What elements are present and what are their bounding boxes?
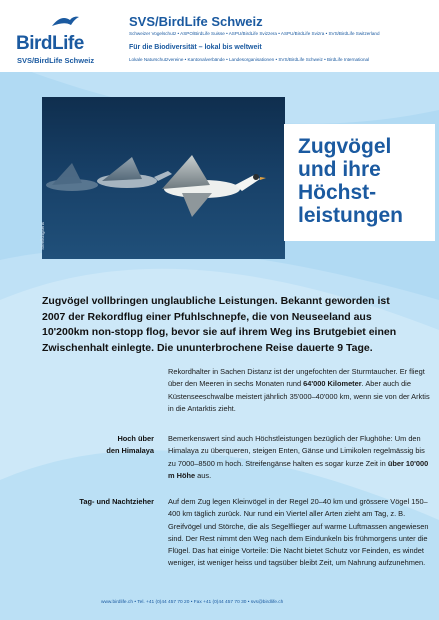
- title-line-1: Zugvögel: [298, 135, 392, 158]
- himalaya-heading: Hoch über den Himalaya: [106, 434, 154, 455]
- title-box: [284, 124, 435, 241]
- logo-name: BirdLife: [16, 33, 84, 54]
- org-title: SVS/BirdLife Schweiz: [129, 14, 263, 29]
- title-line-2: und ihre: [298, 158, 381, 181]
- himalaya-paragraph: Bemerkenswert sind auch Höchstleistungen bezüglich der Flughöhe: Um den Himalaya zu überqueren, steigen Enten, Gänse und Limikolen regelmässig bis zu 7000–8500 m hoch. Streifengänse halten es sogar kurze Zeit in über 10'000 m Höhe aus.: [168, 434, 429, 480]
- org-languages-line: Schweizer Vogelschutz • ASPO/BirdLife Suisse • ASPU/BirdLife Svizzera • ASPU/BirdLife Svizra • SVS/BirdLife Switzerland: [129, 31, 380, 36]
- flying-geese-illustration: [42, 97, 285, 259]
- bird-icon: [50, 14, 80, 32]
- photo-credit: Steelkingsens: [40, 221, 45, 250]
- altitude-highlight: über 10'000 m Höhe: [168, 458, 429, 480]
- header: [0, 0, 439, 72]
- distance-paragraph: Rekordhalter in Sachen Distanz ist der ungefochten der Sturmtaucher. Er fliegt über den Meeren in sechs Monaten rund 64'000 Kilometer. Aber auch die Küstenseeschwalbe meistert jährlich 35'000–40'000 km, wenn sie von der Arktis in die Antarktis zieht.: [168, 367, 430, 413]
- title-line-3: Höchst-: [298, 181, 377, 204]
- org-structure-line: Lokale Naturschutzvereine • Kantonalverbände • Landesorganisationen • SVS/BirdLife Schweiz • BirdLife International: [129, 57, 370, 62]
- geese-photo: [42, 97, 285, 259]
- page-title: [298, 135, 403, 227]
- intro-paragraph: Zugvögel vollbringen unglaubliche Leistungen. Bekannt geworden ist 2007 der Rekordflug einer Pfuhlschnepfe, die von Neuseeland aus 10'200km non-stopp flog, bevor sie auf ihrem Weg ins Brutgebiet einen Zwischenhalt einlegte. Die ununterbrochene Reise dauerte 9 Tage.: [42, 295, 397, 354]
- org-tagline: Für die Biodiversität – lokal bis weltweit: [129, 44, 262, 51]
- title-line-4: leistungen: [298, 204, 404, 227]
- daynight-heading: Tag- und Nachtzieher: [79, 497, 154, 506]
- distance-highlight: 64'000 Kilometer: [303, 379, 362, 389]
- contact-footer: www.birdlife.ch • Tel. +41 (0)44 457 70 20 • Fax +41 (0)44 457 70 30 • svs@birdlife.ch: [101, 600, 284, 605]
- birdlife-logo: [10, 14, 120, 66]
- logo-subtitle: SVS/BirdLife Schweiz: [17, 56, 95, 65]
- daynight-paragraph: Auf dem Zug legen Kleinvögel in der Regel 20–40 km und grössere Vögel 150–400 km täglich zurück. Nur rund ein Viertel aller Arten zieht am Tag, z. B. Greifvögel und Störche, die als Segelflieger auf warme Luftmassen angewiesen sind. Der Rest nimmt den Weg nach dem Eindunkeln bis frühmorgens unter die Flügel. Das hat einige Vorteile: Die Nacht bietet Schutz vor Feinden, es windet weniger, ist weniger heiss und tagsüber bleibt Zeit, um Nahrung aufzunehmen.: [168, 497, 429, 568]
